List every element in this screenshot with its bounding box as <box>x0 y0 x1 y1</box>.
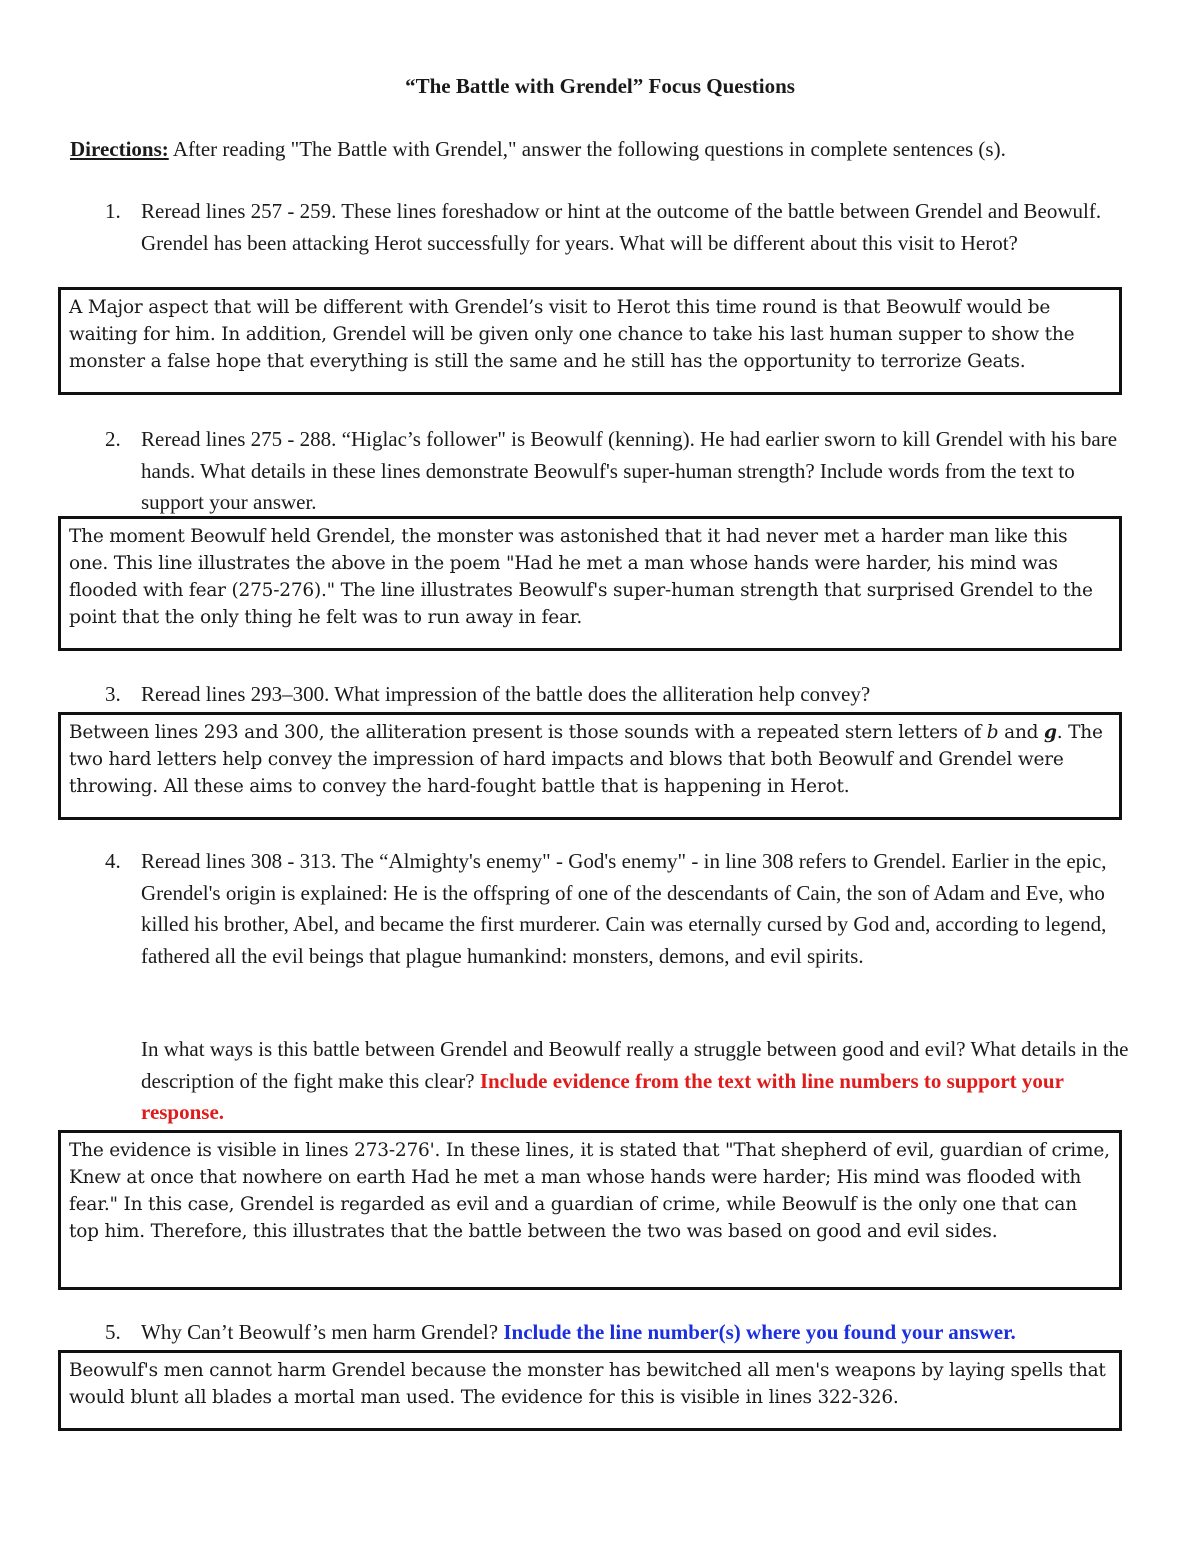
directions <box>70 135 1150 163</box>
answer-box-3[interactable] <box>58 712 1122 820</box>
directions-label: Directions: <box>70 137 169 161</box>
directions-text: After reading "The Battle with Grendel," answer the following questions in complete sentences (s). <box>168 137 1006 161</box>
alliteration-letter-g: g <box>1044 722 1057 743</box>
answer-box-1[interactable] <box>58 287 1122 395</box>
question-3 <box>105 679 1135 711</box>
question-5 <box>105 1317 1135 1349</box>
answer-text: Beowulf's men cannot harm Grendel because the monster has bewitched all men's weapons by laying spells that would blunt all blades a mortal man used. The evidence for this is visible in lines 322-326. <box>69 1360 1106 1408</box>
question-text: Reread lines 257 - 259. These lines foreshadow or hint at the outcome of the battle between Grendel and Beowulf. Grendel has been attacking Herot successfully for years. What will be different about this visit to Herot? <box>141 199 1102 255</box>
question-prompt: Why Can’t Beowulf’s men harm Grendel? <box>141 1320 504 1344</box>
question-number: 2. <box>105 427 121 451</box>
evidence-instruction: Include evidence from the text with line numbers to support your response. <box>141 1068 1064 1124</box>
answer-part: and <box>998 722 1044 743</box>
question-text: Reread lines 293–300. What impression of the battle does the alliteration help convey? <box>141 682 871 706</box>
question-number: 4. <box>105 849 121 873</box>
question-text: Reread lines 308 - 313. The “Almighty's enemy" - God's enemy" - in line 308 refers to Grendel. Earlier in the epic, Grendel's origin is explained: He is the offspring of one of the descendants of Cain, the son of Adam and Eve, who killed his brother, Abel, and became the first murderer. Cain was eternally cursed by God and, according to legend, fathered all the evil beings that plague humankind: monsters, demons, and evil spirits. <box>141 849 1107 968</box>
answer-text: The evidence is visible in lines 273-276'. In these lines, it is stated that "That shepherd of evil, guardian of crime, Knew at once that nowhere on earth Had he met a man whose hands were harder; His mind was flooded with fear." In this case, Grendel is regarded as evil and a guardian of crime, while Beowulf is the only one that can top him. Therefore, this illustrates that the battle between the two was based on good and evil sides. <box>69 1140 1110 1242</box>
line-number-instruction: Include the line number(s) where you found your answer. <box>503 1320 1016 1344</box>
answer-text: A Major aspect that will be different with Grendel’s visit to Herot this time round is that Beowulf would be waiting for him. In addition, Grendel will be given only one chance to take his last human supper to show the monster a false hope that everything is still the same and he still has the opportunity to terrorize Geats. <box>69 297 1075 372</box>
answer-part: . The two hard letters help convey the impression of hard impacts and blows that both Beowulf and Grendel were throwing. All these aims to convey the hard-fought battle that is happening in Herot. <box>69 722 1103 797</box>
question-prompt: In what ways is this battle between Grendel and Beowulf really a struggle between good and evil? What details in the description of the fight make this clear? <box>141 1037 1129 1093</box>
question-number: 3. <box>105 682 121 706</box>
answer-box-5[interactable] <box>58 1350 1122 1431</box>
question-1 <box>105 196 1135 259</box>
answer-text <box>69 719 1111 800</box>
question-number: 1. <box>105 199 121 223</box>
question-number: 5. <box>105 1320 121 1344</box>
page-title: “The Battle with Grendel” Focus Questions <box>405 74 795 98</box>
question-text <box>141 1317 1135 1349</box>
answer-box-4[interactable] <box>58 1130 1122 1290</box>
question-2 <box>105 424 1135 519</box>
question-text: Reread lines 275 - 288. “Higlac’s follower" is Beowulf (kenning). He had earlier sworn to kill Grendel with his bare hands. What details in these lines demonstrate Beowulf's super-human strength? Include words from the text to support your answer. <box>141 427 1118 514</box>
question-text <box>141 1034 1135 1129</box>
answer-box-2[interactable] <box>58 516 1122 651</box>
answer-text: The moment Beowulf held Grendel, the monster was astonished that it had never met a harder man like this one. This line illustrates the above in the poem "Had he met a man whose hands were harder, his mind was flooded with fear (275-276)." The line illustrates Beowulf's super-human strength that surprised Grendel to the point that the only thing he felt was to run away in fear. <box>69 526 1093 628</box>
question-4-part-2 <box>105 1034 1135 1129</box>
answer-part: Between lines 293 and 300, the alliteration present is those sounds with a repeated stern letters of <box>69 722 987 743</box>
alliteration-letter-b: b <box>986 722 999 743</box>
question-4 <box>105 846 1135 972</box>
